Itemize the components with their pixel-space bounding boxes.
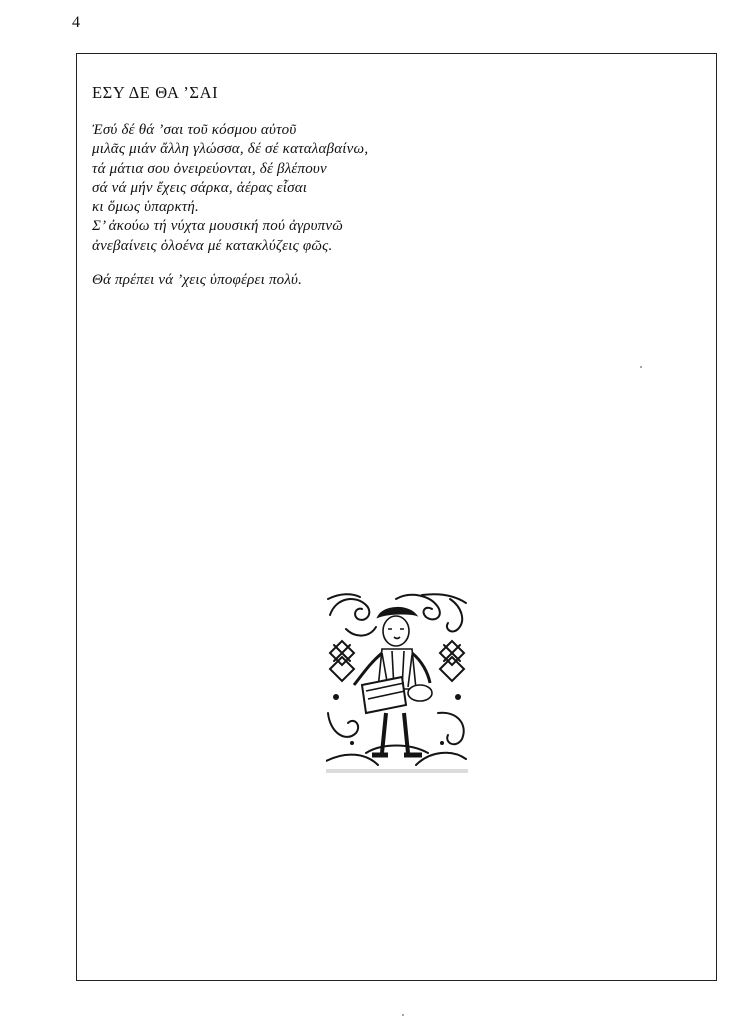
poem-line: Σ’ ἀκούω τή νύχτα μουσική πού ἀγρυπνῶ bbox=[92, 218, 344, 235]
poem-title: ΕΣΥ ΔΕ ΘΑ ’ΣΑΙ bbox=[92, 83, 219, 102]
paper-speck bbox=[640, 366, 642, 368]
poem-line: Θά πρέπει νά ’χεις ὑποφέρει πολύ. bbox=[92, 272, 303, 288]
poem-line: Ἐσύ δέ θά ’σαι τοῦ κόσμου αὐτοῦ bbox=[92, 122, 297, 138]
boy-with-drum-image bbox=[326, 593, 468, 773]
poem-line: τά μάτια σου ὀνειρεύονται, δέ βλέπουν bbox=[92, 160, 327, 177]
stanza-2 bbox=[92, 271, 302, 290]
poem-line: σά νά μήν ἔχεις σάρκα, ἀέρας εἶσαι bbox=[92, 179, 308, 196]
poem-line: κι ὅμως ὑπαρκτή. bbox=[92, 199, 200, 216]
stanza-1 bbox=[92, 121, 368, 256]
paper-speck bbox=[402, 1014, 404, 1016]
page-number: 4 bbox=[72, 14, 80, 31]
woodcut-illustration bbox=[326, 593, 468, 773]
poem-line: μιλᾶς μιάν ἄλλη γλώσσα, δέ σέ καταλαβαίνω, bbox=[92, 141, 369, 158]
poem-line: ἀνεβαίνεις ὁλοένα μέ κατακλύζεις φῶς. bbox=[92, 237, 333, 254]
